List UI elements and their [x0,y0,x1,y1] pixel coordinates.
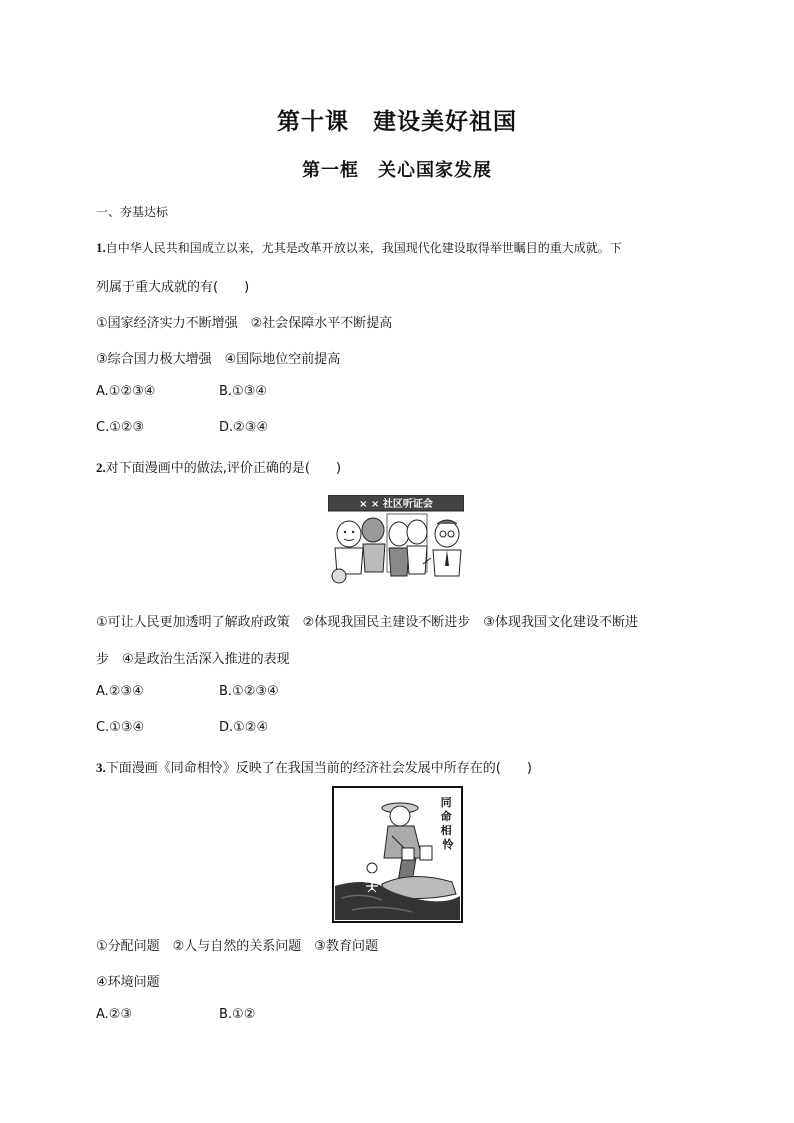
question-3-stem [96,757,532,776]
question-1-option-b: B.①③④ [219,384,268,399]
section-subtitle: 第一框 关心国家发展 [302,160,492,181]
question-3-items-line1: ①分配问题 ②人与自然的关系问题 ③教育问题 [96,939,378,954]
svg-text:同 命 相 怜 [440,796,456,851]
question-1-stem-line2: 列属于重大成就的有( ) [96,280,250,295]
question-2-option-c: C.①③④ [96,720,145,735]
question-1-stem-line1 [96,239,622,256]
question-2-stem-text: 对下面漫画中的做法,评价正确的是( ) [105,461,342,476]
hearing-sign-text: × × 社区听证会 [359,499,433,510]
question-3-number: 3. [96,760,106,775]
question-3-option-a: A.②③ [96,1007,133,1022]
question-1-option-a: A.①②③④ [96,384,156,399]
caption-char-4: 怜 [442,838,454,851]
question-1-items-line2: ③综合国力极大增强 ④国际地位空前提高 [96,352,341,367]
question-1-stem-text: 自中华人民共和国成立以来，尤其是改革开放以来，我国现代化建设取得举世瞩目的重大成就。下 [105,241,622,255]
question-2-items-line1: ①可让人民更加透明了解政府政策 ②体现我国民主建设不断进步 ③体现我国文化建设不断进 [96,615,638,630]
question-2-items-line2: 步 ④是政治生活深入推进的表现 [96,652,290,667]
question-2-stem [96,457,341,476]
question-1-number: 1. [96,240,106,255]
question-2-option-b: B.①②③④ [219,684,279,699]
question-2-option-d: D.①②④ [219,720,269,735]
question-3-stem-text: 下面漫画《同命相怜》反映了在我国当前的经济社会发展中所存在的( ) [105,761,532,776]
community-hearing-cartoon [327,494,465,592]
fellow-sufferers-cartoon [332,786,463,923]
caption-char-1: 同 [440,796,452,809]
question-2-number: 2. [96,460,106,475]
question-1-items-line1: ①国家经济实力不断增强 ②社会保障水平不断提高 [96,316,393,331]
question-3-option-b: B.①② [219,1007,256,1022]
question-1-option-c: C.①②③ [96,420,145,435]
question-1-option-d: D.②③④ [219,420,269,435]
caption-char-3: 相 [440,824,452,837]
exercise-section-heading: 一、夯基达标 [96,205,169,219]
caption-char-2: 命 [440,810,452,823]
question-3-items-line2: ④环境问题 [96,975,160,990]
lesson-title: 第十课 建设美好祖国 [277,108,517,135]
question-2-option-a: A.②③④ [96,684,144,699]
